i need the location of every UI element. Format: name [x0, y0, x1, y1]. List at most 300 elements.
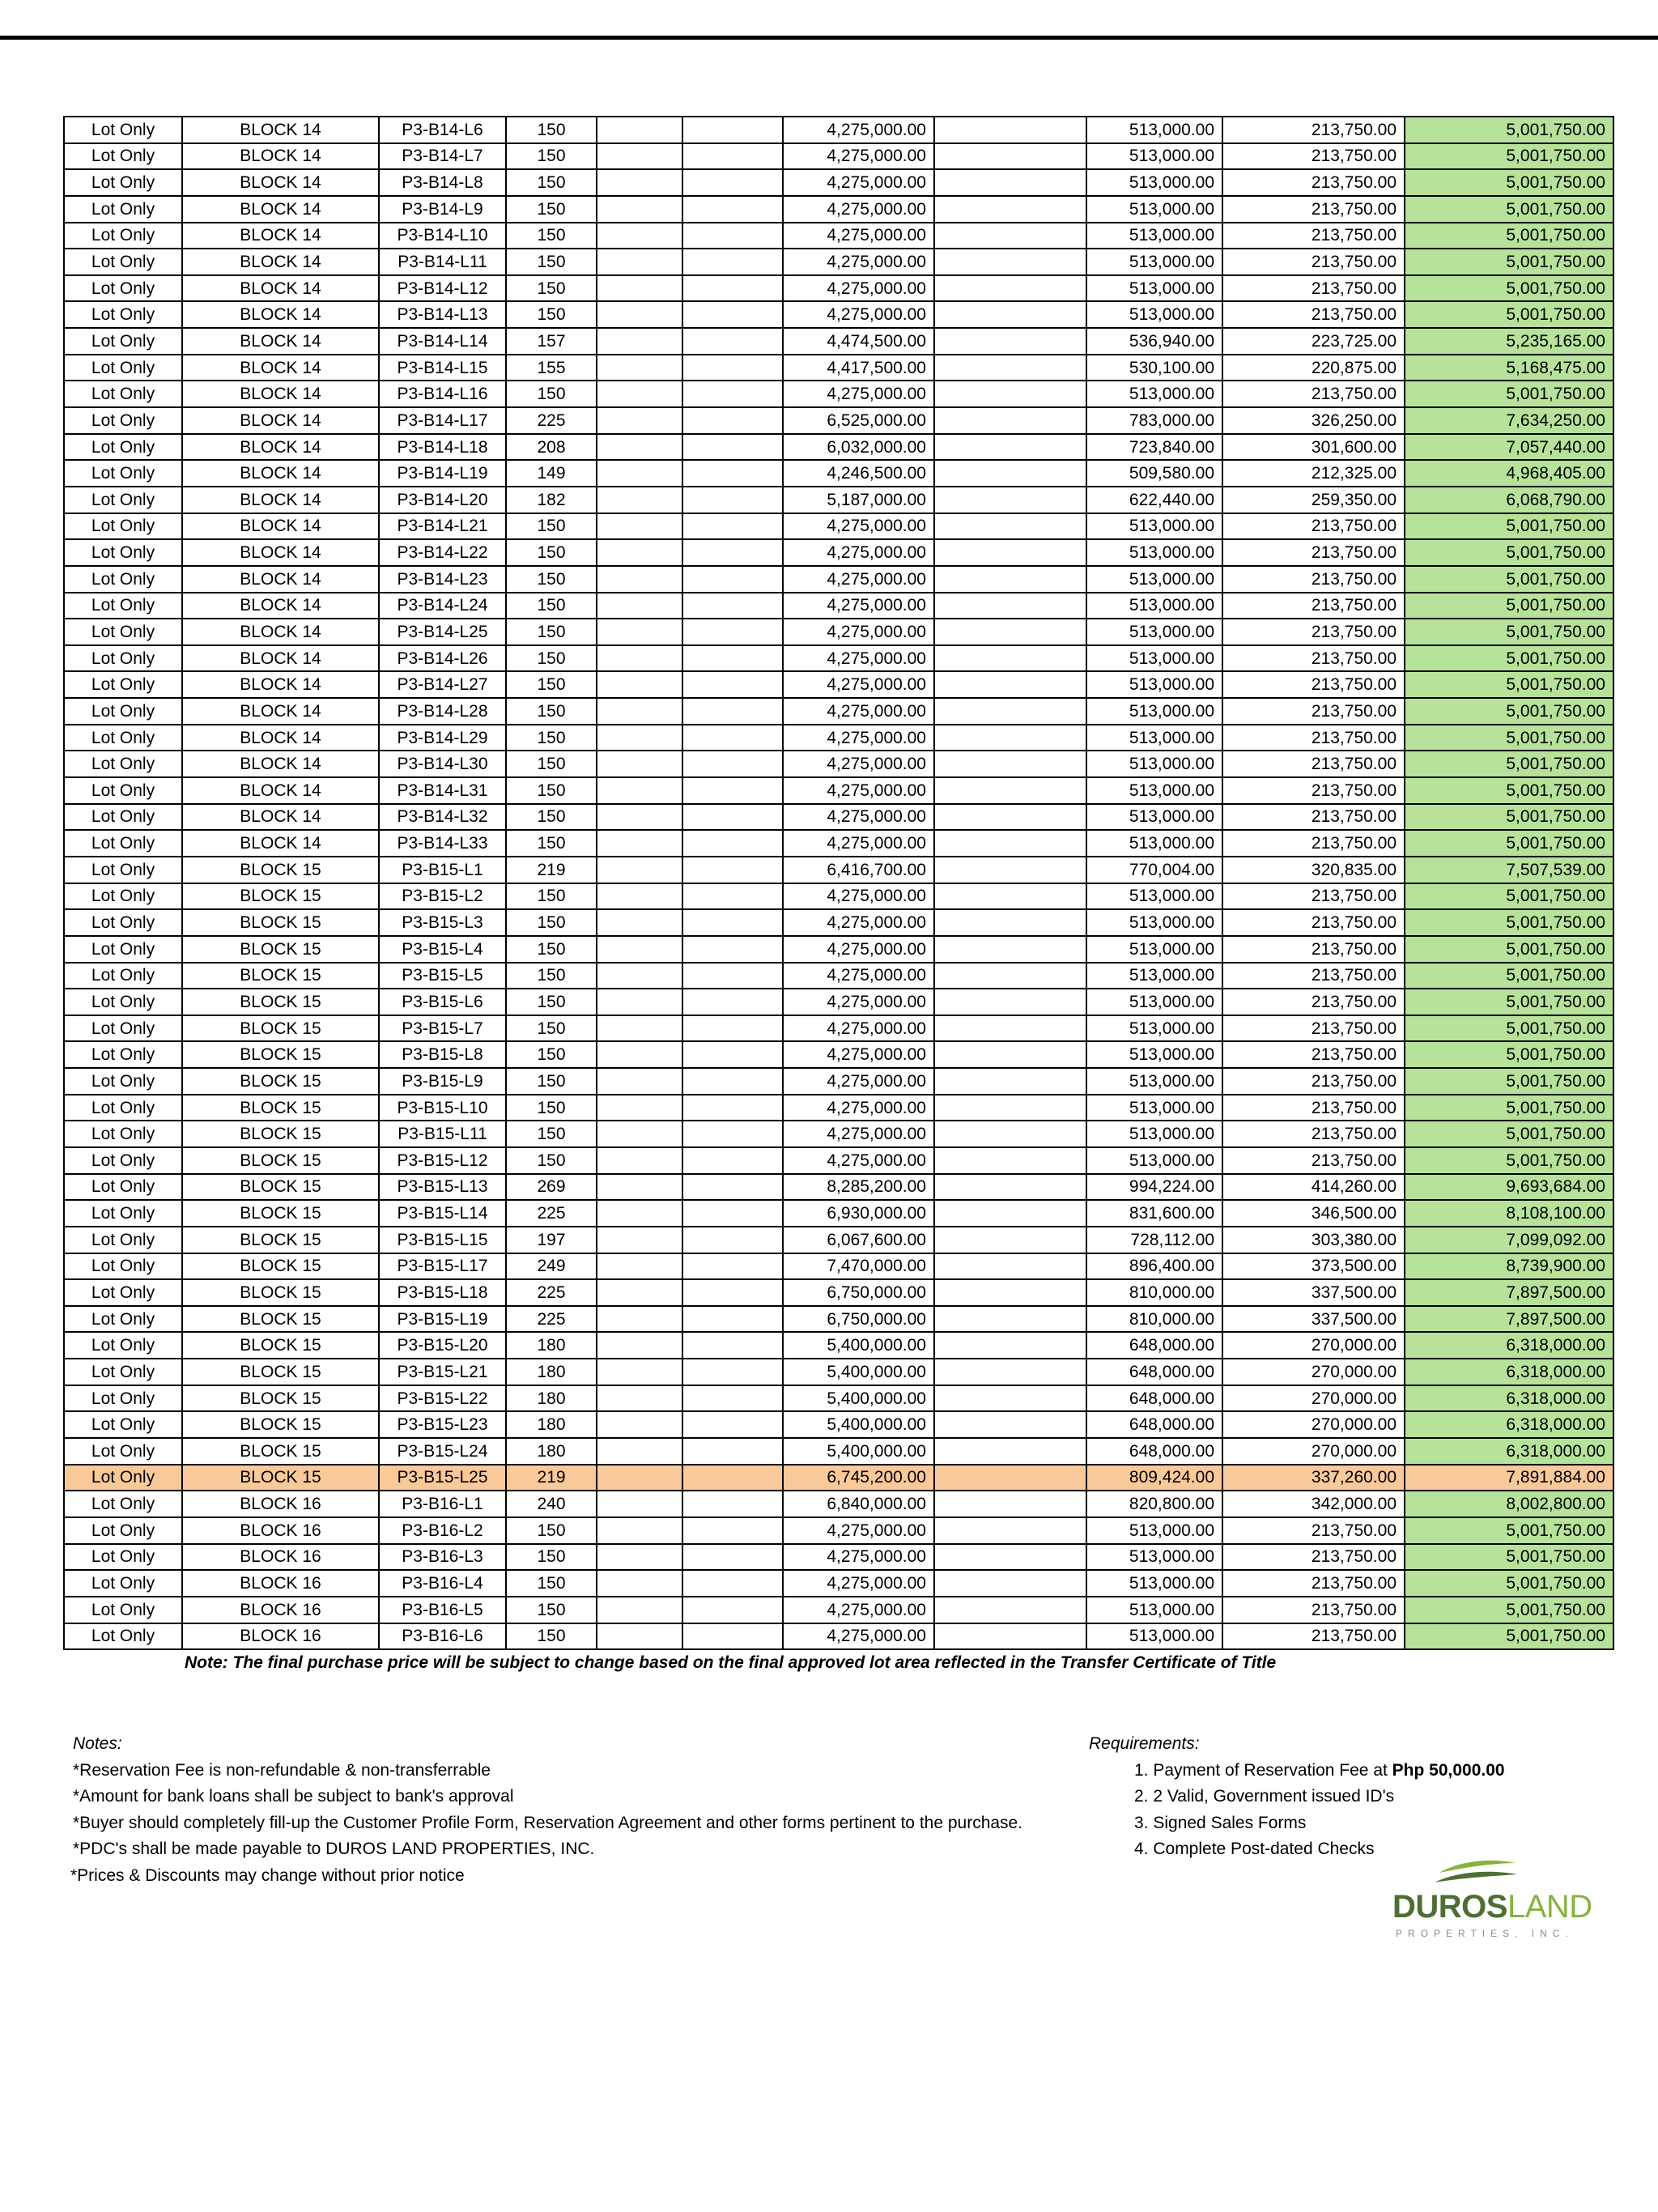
vat-cell: 820,800.00 [1086, 1491, 1222, 1517]
block-cell: BLOCK 15 [182, 1174, 379, 1201]
lot-type-cell: Lot Only [64, 566, 182, 593]
table-row [64, 725, 1613, 751]
vat-cell: 513,000.00 [1086, 275, 1222, 302]
empty-cell [934, 487, 1086, 513]
total-price-cell: 7,507,539.00 [1405, 857, 1613, 883]
lot-price-cell: 4,275,000.00 [783, 143, 934, 170]
empty-cell [597, 355, 682, 381]
empty-cell [682, 857, 783, 883]
empty-cell [934, 143, 1086, 170]
other-fees-cell: 223,725.00 [1222, 328, 1405, 355]
note-line: *Prices & Discounts may change without prior notice [70, 1865, 465, 1885]
other-fees-cell: 213,750.00 [1222, 830, 1405, 857]
lot-code-cell: P3-B16-L3 [379, 1544, 506, 1571]
table-row [64, 1544, 1613, 1571]
vat-cell: 513,000.00 [1086, 381, 1222, 407]
empty-cell [597, 460, 682, 487]
lot-type-cell: Lot Only [64, 1332, 182, 1359]
empty-cell [682, 169, 783, 196]
empty-cell [934, 1544, 1086, 1571]
other-fees-cell: 213,750.00 [1222, 223, 1405, 249]
lot-area-cell: 150 [506, 989, 597, 1015]
lot-area-cell: 150 [506, 593, 597, 619]
lot-code-cell: P3-B14-L29 [379, 725, 506, 751]
lot-code-cell: P3-B15-L19 [379, 1306, 506, 1333]
empty-cell [597, 1597, 682, 1623]
empty-cell [934, 539, 1086, 566]
lot-code-cell: P3-B14-L20 [379, 487, 506, 513]
empty-cell [682, 936, 783, 963]
lot-type-cell: Lot Only [64, 1095, 182, 1121]
lot-price-cell: 4,275,000.00 [783, 619, 934, 645]
total-price-cell: 5,001,750.00 [1405, 830, 1613, 857]
empty-cell [682, 804, 783, 831]
vat-cell: 896,400.00 [1086, 1253, 1222, 1280]
block-cell: BLOCK 15 [182, 1438, 379, 1465]
lot-area-cell: 180 [506, 1385, 597, 1412]
lot-code-cell: P3-B16-L1 [379, 1491, 506, 1517]
lot-code-cell: P3-B15-L8 [379, 1041, 506, 1068]
empty-cell [682, 751, 783, 777]
lot-area-cell: 219 [506, 1465, 597, 1491]
total-price-cell: 5,001,750.00 [1405, 223, 1613, 249]
empty-cell [934, 1041, 1086, 1068]
empty-cell [934, 1121, 1086, 1147]
empty-cell [682, 909, 783, 936]
lot-area-cell: 150 [506, 619, 597, 645]
lot-code-cell: P3-B14-L9 [379, 196, 506, 223]
lot-price-cell: 4,275,000.00 [783, 1121, 934, 1147]
lot-type-cell: Lot Only [64, 1068, 182, 1095]
block-cell: BLOCK 16 [182, 1544, 379, 1571]
block-cell: BLOCK 15 [182, 1465, 379, 1491]
vat-cell: 513,000.00 [1086, 1623, 1222, 1650]
block-cell: BLOCK 15 [182, 1068, 379, 1095]
other-fees-cell: 213,750.00 [1222, 804, 1405, 831]
block-cell: BLOCK 15 [182, 909, 379, 936]
lot-area-cell: 150 [506, 1121, 597, 1147]
requirement-item: 2. 2 Valid, Government issued ID's [1134, 1787, 1395, 1806]
logo-wordmark [1392, 1889, 1592, 1925]
top-rule [0, 36, 1658, 40]
empty-cell [682, 1438, 783, 1465]
empty-cell [934, 883, 1086, 910]
vat-cell: 810,000.00 [1086, 1306, 1222, 1333]
lot-type-cell: Lot Only [64, 1544, 182, 1571]
lot-type-cell: Lot Only [64, 1279, 182, 1306]
lot-type-cell: Lot Only [64, 249, 182, 275]
block-cell: BLOCK 14 [182, 645, 379, 672]
empty-cell [682, 328, 783, 355]
empty-cell [597, 1385, 682, 1412]
empty-cell [597, 1544, 682, 1571]
table-row [64, 275, 1613, 302]
empty-cell [682, 883, 783, 910]
lot-code-cell: P3-B14-L19 [379, 460, 506, 487]
empty-cell [597, 223, 682, 249]
block-cell: BLOCK 14 [182, 381, 379, 407]
empty-cell [934, 301, 1086, 328]
lot-area-cell: 150 [506, 196, 597, 223]
block-cell: BLOCK 15 [182, 1227, 379, 1253]
empty-cell [934, 777, 1086, 804]
empty-cell [597, 883, 682, 910]
table-row [64, 1597, 1613, 1623]
lot-type-cell: Lot Only [64, 301, 182, 328]
block-cell: BLOCK 14 [182, 249, 379, 275]
other-fees-cell: 270,000.00 [1222, 1359, 1405, 1385]
total-price-cell: 5,001,750.00 [1405, 513, 1613, 540]
lot-type-cell: Lot Only [64, 1411, 182, 1438]
empty-cell [597, 1121, 682, 1147]
total-price-cell: 7,897,500.00 [1405, 1306, 1613, 1333]
other-fees-cell: 213,750.00 [1222, 539, 1405, 566]
empty-cell [597, 1253, 682, 1280]
empty-cell [934, 645, 1086, 672]
lot-code-cell: P3-B16-L5 [379, 1597, 506, 1623]
lot-price-cell: 4,275,000.00 [783, 804, 934, 831]
lot-price-cell: 8,285,200.00 [783, 1174, 934, 1201]
empty-cell [934, 698, 1086, 725]
empty-cell [597, 539, 682, 566]
other-fees-cell: 213,750.00 [1222, 751, 1405, 777]
total-price-cell: 5,001,750.00 [1405, 1068, 1613, 1095]
empty-cell [682, 619, 783, 645]
block-cell: BLOCK 15 [182, 857, 379, 883]
lot-code-cell: P3-B15-L20 [379, 1332, 506, 1359]
empty-cell [682, 1015, 783, 1042]
lot-area-cell: 150 [506, 936, 597, 963]
reservation-fee-amount: Php 50,000.00 [1392, 1760, 1505, 1780]
block-cell: BLOCK 14 [182, 804, 379, 831]
lot-price-cell: 4,275,000.00 [783, 381, 934, 407]
lot-type-cell: Lot Only [64, 1174, 182, 1201]
lot-type-cell: Lot Only [64, 1147, 182, 1174]
total-price-cell: 5,001,750.00 [1405, 1544, 1613, 1571]
lot-code-cell: P3-B14-L30 [379, 751, 506, 777]
empty-cell [934, 196, 1086, 223]
block-cell: BLOCK 14 [182, 434, 379, 461]
table-row [64, 1306, 1613, 1333]
lot-code-cell: P3-B14-L17 [379, 407, 506, 434]
block-cell: BLOCK 14 [182, 513, 379, 540]
price-note: Note: The final purchase price will be subject to change based on the final approved lot area reflected in the Transfer Certificate of Title [185, 1653, 1277, 1672]
lot-area-cell: 150 [506, 671, 597, 698]
lot-price-cell: 4,275,000.00 [783, 1544, 934, 1571]
empty-cell [597, 487, 682, 513]
lot-area-cell: 150 [506, 1623, 597, 1650]
lot-code-cell: P3-B15-L15 [379, 1227, 506, 1253]
lot-type-cell: Lot Only [64, 434, 182, 461]
block-cell: BLOCK 16 [182, 1623, 379, 1650]
empty-cell [597, 275, 682, 302]
lot-code-cell: P3-B14-L16 [379, 381, 506, 407]
empty-cell [682, 460, 783, 487]
total-price-cell: 5,001,750.00 [1405, 751, 1613, 777]
empty-cell [934, 1465, 1086, 1491]
empty-cell [597, 1570, 682, 1597]
lot-code-cell: P3-B14-L14 [379, 328, 506, 355]
empty-cell [934, 1095, 1086, 1121]
other-fees-cell: 337,260.00 [1222, 1465, 1405, 1491]
lot-type-cell: Lot Only [64, 275, 182, 302]
total-price-cell: 5,001,750.00 [1405, 1623, 1613, 1650]
total-price-cell: 7,897,500.00 [1405, 1279, 1613, 1306]
lot-type-cell: Lot Only [64, 1227, 182, 1253]
empty-cell [934, 725, 1086, 751]
empty-cell [682, 671, 783, 698]
lot-price-cell: 4,275,000.00 [783, 1517, 934, 1544]
total-price-cell: 5,001,750.00 [1405, 301, 1613, 328]
lot-area-cell: 150 [506, 539, 597, 566]
note-line: *Buyer should completely fill-up the Customer Profile Form, Reservation Agreement and other forms pertinent to the purchase. [73, 1813, 1023, 1832]
empty-cell [682, 1279, 783, 1306]
lot-code-cell: P3-B14-L13 [379, 301, 506, 328]
empty-cell [597, 804, 682, 831]
lot-type-cell: Lot Only [64, 1623, 182, 1650]
table-row [64, 989, 1613, 1015]
lot-type-cell: Lot Only [64, 1438, 182, 1465]
lot-type-cell: Lot Only [64, 936, 182, 963]
lot-type-cell: Lot Only [64, 698, 182, 725]
block-cell: BLOCK 15 [182, 1147, 379, 1174]
block-cell: BLOCK 14 [182, 275, 379, 302]
block-cell: BLOCK 15 [182, 1411, 379, 1438]
lot-area-cell: 150 [506, 1015, 597, 1042]
table-row [64, 1041, 1613, 1068]
other-fees-cell: 213,750.00 [1222, 989, 1405, 1015]
notes-block [70, 1731, 1023, 1889]
table-row [64, 1253, 1613, 1280]
other-fees-cell: 213,750.00 [1222, 1068, 1405, 1095]
empty-cell [682, 1306, 783, 1333]
other-fees-cell: 270,000.00 [1222, 1332, 1405, 1359]
block-cell: BLOCK 14 [182, 169, 379, 196]
empty-cell [597, 619, 682, 645]
price-list-body [64, 117, 1613, 1649]
lot-price-cell: 4,275,000.00 [783, 301, 934, 328]
table-row [64, 1438, 1613, 1465]
lot-code-cell: P3-B15-L11 [379, 1121, 506, 1147]
lot-area-cell: 225 [506, 1306, 597, 1333]
vat-cell: 513,000.00 [1086, 883, 1222, 910]
lot-area-cell: 150 [506, 830, 597, 857]
block-cell: BLOCK 15 [182, 1385, 379, 1412]
lot-type-cell: Lot Only [64, 593, 182, 619]
other-fees-cell: 301,600.00 [1222, 434, 1405, 461]
table-row [64, 963, 1613, 989]
total-price-cell: 5,001,750.00 [1405, 275, 1613, 302]
lot-area-cell: 180 [506, 1332, 597, 1359]
other-fees-cell: 213,750.00 [1222, 513, 1405, 540]
empty-cell [682, 777, 783, 804]
empty-cell [682, 513, 783, 540]
total-price-cell: 5,001,750.00 [1405, 725, 1613, 751]
table-row [64, 698, 1613, 725]
block-cell: BLOCK 15 [182, 1200, 379, 1227]
block-cell: BLOCK 14 [182, 487, 379, 513]
lot-code-cell: P3-B14-L8 [379, 169, 506, 196]
block-cell: BLOCK 15 [182, 1041, 379, 1068]
table-row [64, 1465, 1613, 1491]
lot-area-cell: 149 [506, 460, 597, 487]
empty-cell [597, 1306, 682, 1333]
block-cell: BLOCK 14 [182, 593, 379, 619]
lot-price-cell: 6,525,000.00 [783, 407, 934, 434]
lot-type-cell: Lot Only [64, 407, 182, 434]
empty-cell [934, 355, 1086, 381]
empty-cell [934, 1491, 1086, 1517]
empty-cell [597, 301, 682, 328]
empty-cell [597, 1174, 682, 1201]
vat-cell: 513,000.00 [1086, 513, 1222, 540]
empty-cell [682, 301, 783, 328]
lot-price-cell: 6,416,700.00 [783, 857, 934, 883]
empty-cell [597, 381, 682, 407]
lot-price-cell: 4,275,000.00 [783, 909, 934, 936]
lot-price-cell: 4,275,000.00 [783, 1095, 934, 1121]
empty-cell [682, 725, 783, 751]
lot-price-cell: 5,400,000.00 [783, 1438, 934, 1465]
other-fees-cell: 337,500.00 [1222, 1306, 1405, 1333]
table-row [64, 169, 1613, 196]
lot-area-cell: 150 [506, 566, 597, 593]
table-row [64, 460, 1613, 487]
lot-price-cell: 4,275,000.00 [783, 671, 934, 698]
lot-code-cell: P3-B14-L12 [379, 275, 506, 302]
note-line: *Reservation Fee is non-refundable & non-transferrable [73, 1760, 491, 1780]
empty-cell [597, 777, 682, 804]
table-row [64, 1385, 1613, 1412]
empty-cell [682, 1597, 783, 1623]
empty-cell [682, 1253, 783, 1280]
other-fees-cell: 213,750.00 [1222, 619, 1405, 645]
block-cell: BLOCK 15 [182, 1332, 379, 1359]
other-fees-cell: 213,750.00 [1222, 1597, 1405, 1623]
requirement-item: 3. Signed Sales Forms [1134, 1813, 1307, 1832]
lot-type-cell: Lot Only [64, 117, 182, 143]
empty-cell [682, 566, 783, 593]
empty-cell [597, 963, 682, 989]
other-fees-cell: 270,000.00 [1222, 1385, 1405, 1412]
other-fees-cell: 213,750.00 [1222, 249, 1405, 275]
table-row [64, 619, 1613, 645]
lot-code-cell: P3-B15-L17 [379, 1253, 506, 1280]
lot-type-cell: Lot Only [64, 1121, 182, 1147]
vat-cell: 536,940.00 [1086, 328, 1222, 355]
table-row [64, 513, 1613, 540]
empty-cell [934, 1306, 1086, 1333]
total-price-cell: 5,001,750.00 [1405, 804, 1613, 831]
table-row [64, 883, 1613, 910]
other-fees-cell: 213,750.00 [1222, 1147, 1405, 1174]
table-row [64, 249, 1613, 275]
table-row [64, 1570, 1613, 1597]
lot-area-cell: 150 [506, 1544, 597, 1571]
empty-cell [597, 169, 682, 196]
lot-area-cell: 150 [506, 381, 597, 407]
empty-cell [934, 1279, 1086, 1306]
lot-area-cell: 197 [506, 1227, 597, 1253]
empty-cell [934, 1253, 1086, 1280]
vat-cell: 513,000.00 [1086, 1544, 1222, 1571]
lot-price-cell: 4,474,500.00 [783, 328, 934, 355]
lot-price-cell: 4,275,000.00 [783, 117, 934, 143]
total-price-cell: 5,001,750.00 [1405, 169, 1613, 196]
total-price-cell: 5,001,750.00 [1405, 1095, 1613, 1121]
empty-cell [682, 1147, 783, 1174]
block-cell: BLOCK 15 [182, 1306, 379, 1333]
lot-code-cell: P3-B15-L5 [379, 963, 506, 989]
vat-cell: 513,000.00 [1086, 619, 1222, 645]
table-row [64, 223, 1613, 249]
other-fees-cell: 213,750.00 [1222, 1041, 1405, 1068]
other-fees-cell: 213,750.00 [1222, 645, 1405, 672]
lot-area-cell: 150 [506, 804, 597, 831]
vat-cell: 513,000.00 [1086, 909, 1222, 936]
lot-type-cell: Lot Only [64, 857, 182, 883]
empty-cell [597, 1068, 682, 1095]
other-fees-cell: 213,750.00 [1222, 143, 1405, 170]
other-fees-cell: 213,750.00 [1222, 698, 1405, 725]
empty-cell [597, 936, 682, 963]
lot-code-cell: P3-B14-L10 [379, 223, 506, 249]
lot-code-cell: P3-B14-L11 [379, 249, 506, 275]
lot-price-cell: 4,275,000.00 [783, 645, 934, 672]
other-fees-cell: 414,260.00 [1222, 1174, 1405, 1201]
vat-cell: 513,000.00 [1086, 671, 1222, 698]
vat-cell: 513,000.00 [1086, 1015, 1222, 1042]
lot-price-cell: 4,275,000.00 [783, 989, 934, 1015]
lot-type-cell: Lot Only [64, 645, 182, 672]
vat-cell: 513,000.00 [1086, 539, 1222, 566]
other-fees-cell: 213,750.00 [1222, 169, 1405, 196]
total-price-cell: 5,001,750.00 [1405, 777, 1613, 804]
lot-area-cell: 180 [506, 1359, 597, 1385]
vat-cell: 513,000.00 [1086, 1095, 1222, 1121]
empty-cell [682, 1517, 783, 1544]
lot-area-cell: 150 [506, 1147, 597, 1174]
lot-code-cell: P3-B14-L27 [379, 671, 506, 698]
lot-code-cell: P3-B15-L12 [379, 1147, 506, 1174]
empty-cell [597, 857, 682, 883]
empty-cell [934, 1623, 1086, 1650]
vat-cell: 513,000.00 [1086, 936, 1222, 963]
block-cell: BLOCK 14 [182, 328, 379, 355]
other-fees-cell: 213,750.00 [1222, 1623, 1405, 1650]
total-price-cell: 9,693,684.00 [1405, 1174, 1613, 1201]
total-price-cell: 5,001,750.00 [1405, 1121, 1613, 1147]
lot-code-cell: P3-B15-L4 [379, 936, 506, 963]
lot-price-cell: 4,275,000.00 [783, 223, 934, 249]
block-cell: BLOCK 14 [182, 460, 379, 487]
block-cell: BLOCK 16 [182, 1491, 379, 1517]
lot-code-cell: P3-B14-L21 [379, 513, 506, 540]
empty-cell [597, 566, 682, 593]
total-price-cell: 4,968,405.00 [1405, 460, 1613, 487]
lot-price-cell: 4,275,000.00 [783, 698, 934, 725]
empty-cell [682, 1332, 783, 1359]
block-cell: BLOCK 15 [182, 936, 379, 963]
vat-cell: 513,000.00 [1086, 645, 1222, 672]
empty-cell [597, 1279, 682, 1306]
empty-cell [934, 857, 1086, 883]
lot-price-cell: 4,275,000.00 [783, 196, 934, 223]
other-fees-cell: 270,000.00 [1222, 1438, 1405, 1465]
lot-type-cell: Lot Only [64, 963, 182, 989]
empty-cell [682, 593, 783, 619]
lot-price-cell: 4,275,000.00 [783, 249, 934, 275]
